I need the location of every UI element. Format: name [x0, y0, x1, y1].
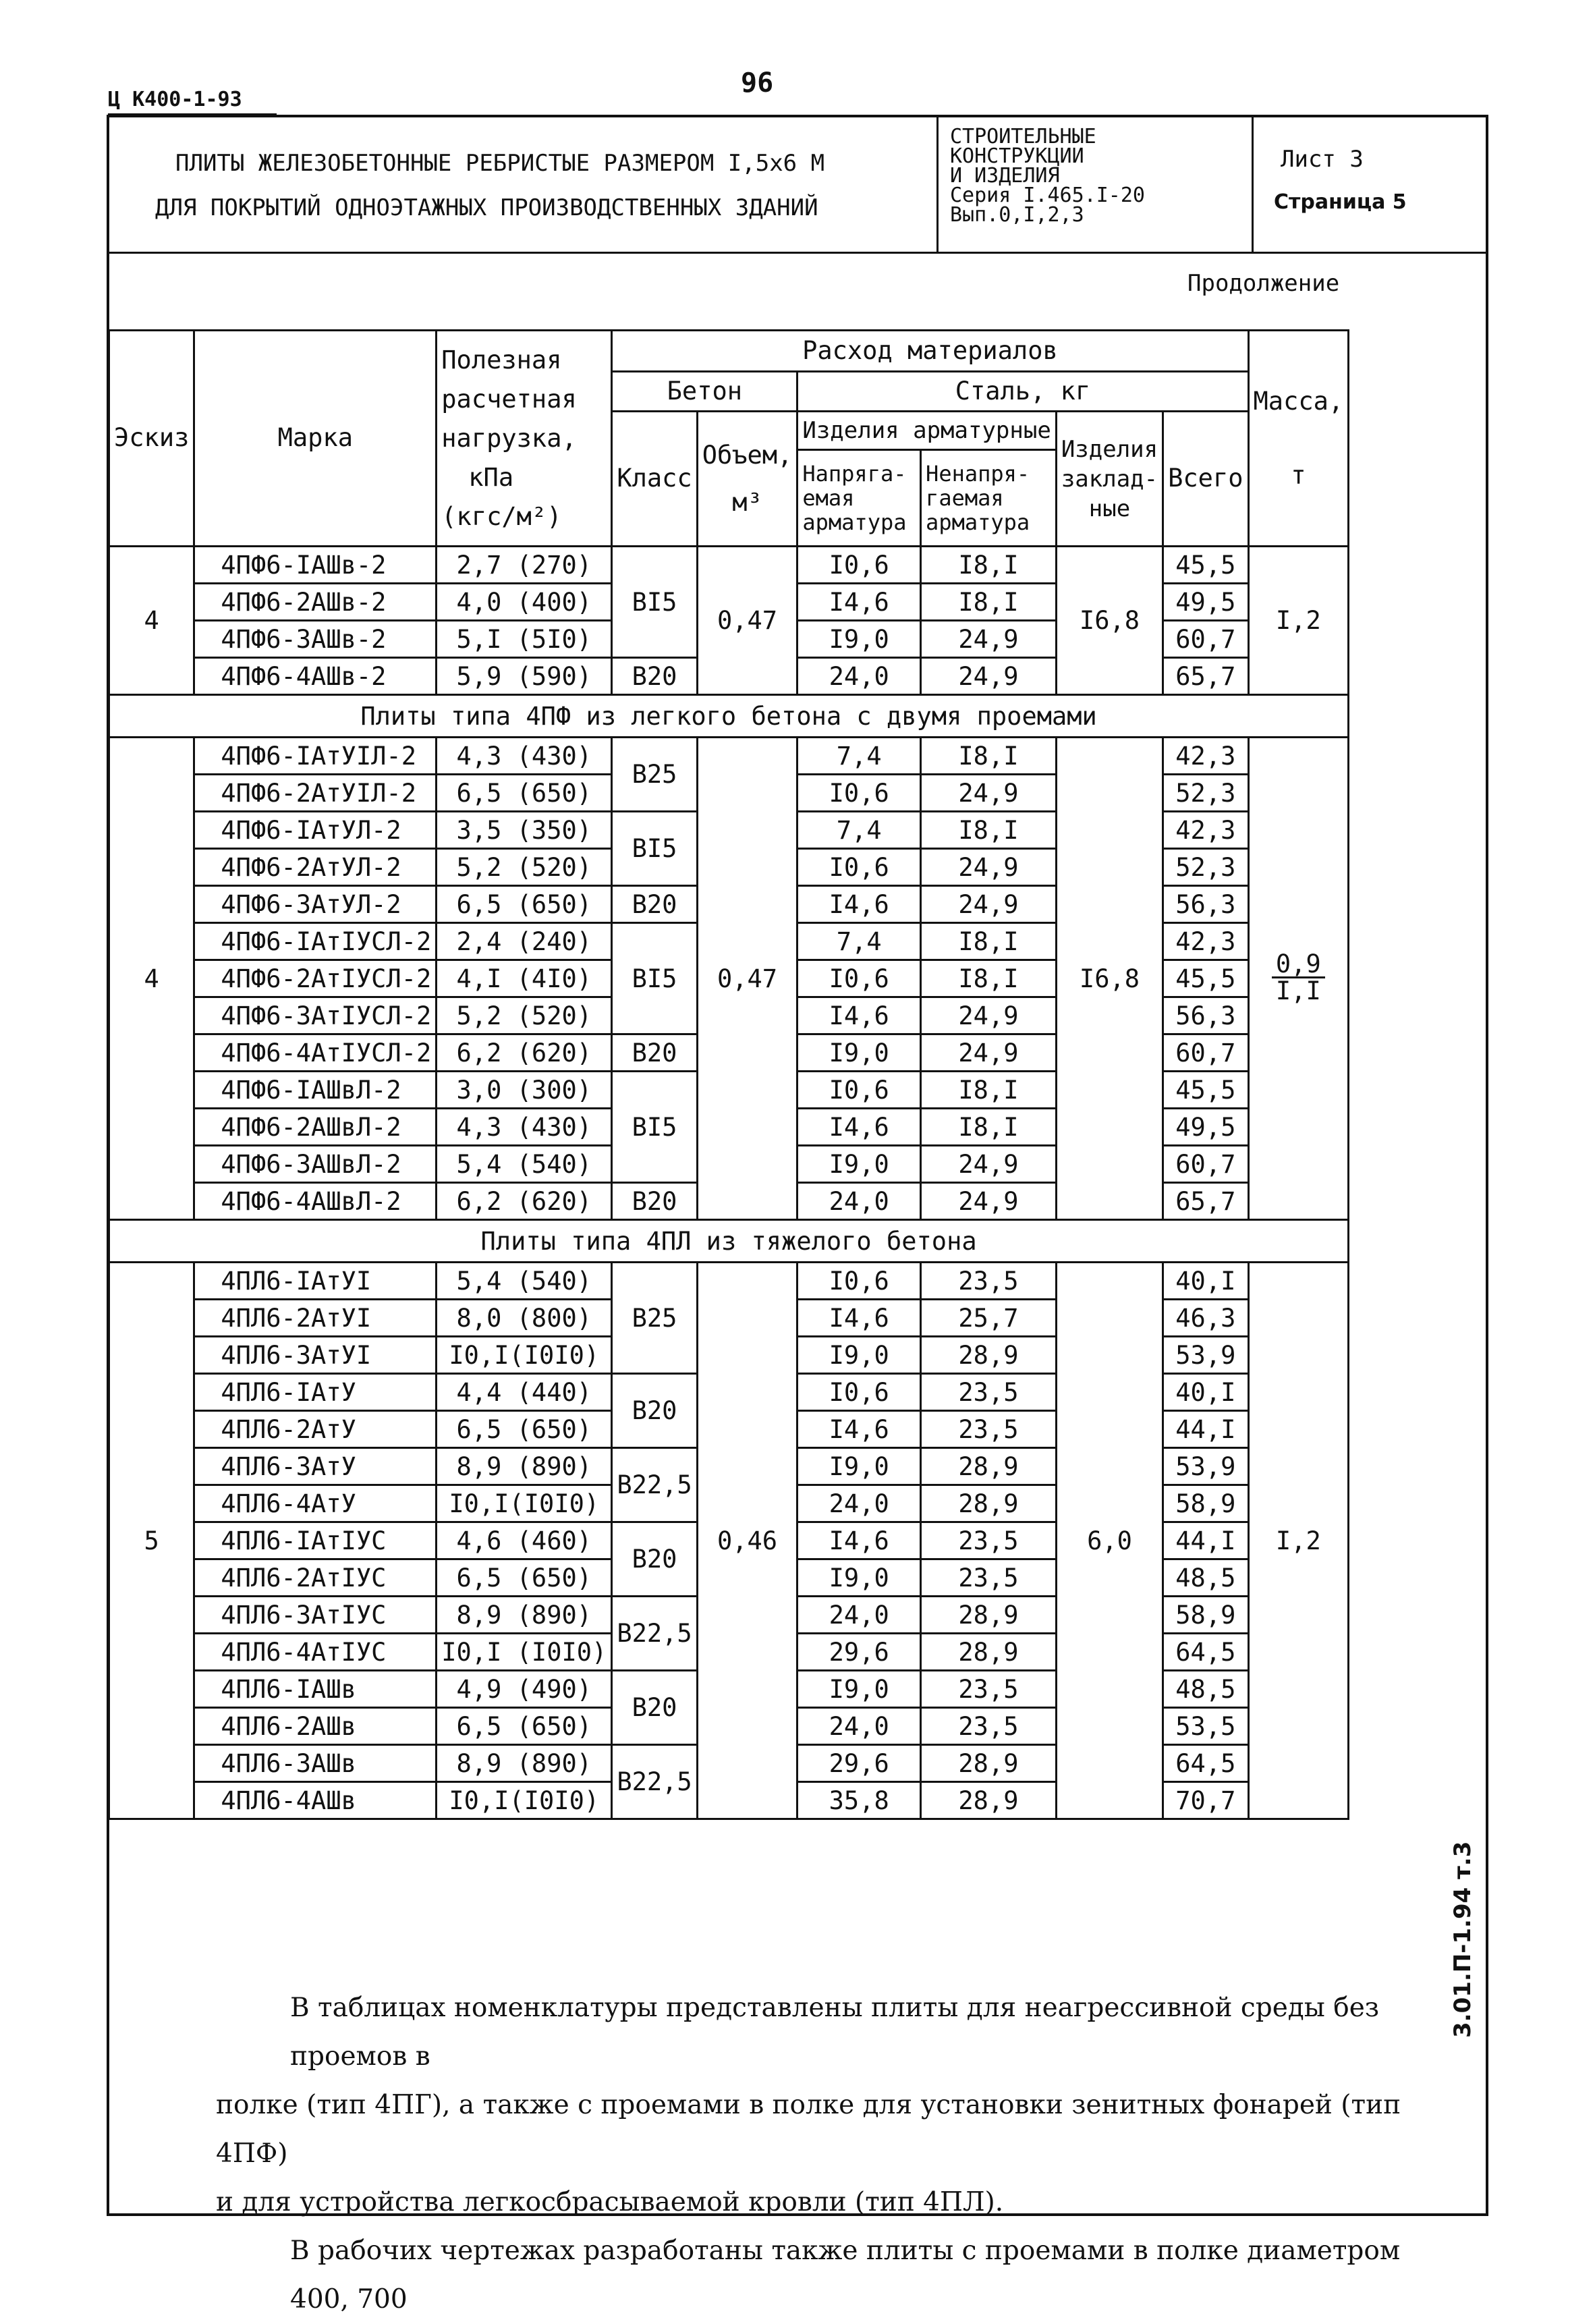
total-cell: 45,5 [1163, 547, 1248, 584]
nonprestressed-cell: 23,5 [921, 1263, 1057, 1300]
mark-cell: 4ПЛ6-3АШв [194, 1745, 437, 1782]
page-number: 96 [741, 67, 774, 99]
table-row [109, 1263, 1349, 1300]
total-cell: 48,5 [1163, 1559, 1248, 1597]
prestressed-cell: I4,6 [798, 584, 921, 621]
class-cell: BI5 [612, 1072, 697, 1183]
total-cell: 48,5 [1163, 1671, 1248, 1708]
total-cell: 40,I [1163, 1374, 1248, 1411]
mark-cell: 4ПЛ6-3АтIУС [194, 1597, 437, 1634]
load-cell: 4,6 (460) [437, 1522, 612, 1559]
nonprestressed-cell: 28,9 [921, 1337, 1057, 1374]
total-cell: 53,5 [1163, 1708, 1248, 1745]
prestressed-cell: I9,0 [798, 1559, 921, 1597]
mark-cell: 4ПФ6-IАтУIЛ-2 [194, 738, 437, 775]
header-mass: Масса, т [1248, 331, 1349, 547]
nonprestressed-cell: 23,5 [921, 1411, 1057, 1448]
note-line-2: полке (тип 4ПГ), а также с проемами в полке для установки зенитных фонарей (тип 4ПФ) [216, 2090, 1401, 2169]
prestressed-cell: I9,0 [798, 1671, 921, 1708]
mark-cell: 4ПФ6-2АШв-2 [194, 584, 437, 621]
nonprestressed-cell: 23,5 [921, 1522, 1057, 1559]
header-volume: Объем, м³ [697, 412, 798, 547]
title-divider-2 [1252, 115, 1254, 253]
class-cell: BI5 [612, 547, 697, 658]
total-cell: 60,7 [1163, 1034, 1248, 1072]
prestressed-cell: I9,0 [798, 1034, 921, 1072]
nonprestressed-cell: I8,I [921, 584, 1057, 621]
nonprestressed-cell: 28,9 [921, 1745, 1057, 1782]
note-line-3: и для устройства легкосбрасываемой кровли (тип 4ПЛ). [216, 2187, 1004, 2217]
class-cell: B20 [612, 658, 697, 695]
total-cell: 40,I [1163, 1263, 1248, 1300]
header-mark: Марка [194, 331, 437, 547]
prestressed-cell: 24,0 [798, 1485, 921, 1522]
load-cell: 8,9 (890) [437, 1745, 612, 1782]
load-cell: 3,0 (300) [437, 1072, 612, 1109]
total-cell: 45,5 [1163, 960, 1248, 997]
mark-cell: 4ПЛ6-3АтУI [194, 1337, 437, 1374]
load-cell: 4,4 (440) [437, 1374, 612, 1411]
mark-cell: 4ПФ6-IАШв-2 [194, 547, 437, 584]
prestressed-cell: 7,4 [798, 812, 921, 849]
prestressed-cell: 35,8 [798, 1782, 921, 1819]
mark-cell: 4ПЛ6-2АтУI [194, 1300, 437, 1337]
prestressed-cell: I9,0 [798, 621, 921, 658]
mark-cell: 4ПЛ6-4АШв [194, 1782, 437, 1819]
nonprestressed-cell: 23,5 [921, 1671, 1057, 1708]
prestressed-cell: I0,6 [798, 1263, 921, 1300]
explanatory-note [216, 1984, 1424, 2324]
section-title-4pf: Плиты типа 4ПФ из легкого бетона с двумя проемами [109, 695, 1349, 738]
total-cell: 49,5 [1163, 584, 1248, 621]
embedded-cell: 6,0 [1056, 1263, 1163, 1819]
prestressed-cell: I4,6 [798, 1300, 921, 1337]
prestressed-cell: I4,6 [798, 1522, 921, 1559]
nonprestressed-cell: I8,I [921, 812, 1057, 849]
load-cell: 8,0 (800) [437, 1300, 612, 1337]
class-cell: B20 [612, 1034, 697, 1072]
class-cell: B25 [612, 1263, 697, 1374]
volume-cell: 0,47 [697, 738, 798, 1220]
prestressed-cell: I4,6 [798, 997, 921, 1034]
mark-cell: 4ПФ6-IАтIУСЛ-2 [194, 923, 437, 960]
load-cell: I0,I (I0I0) [437, 1634, 612, 1671]
load-cell: 5,2 (520) [437, 997, 612, 1034]
mark-cell: 4ПЛ6-IАтУI [194, 1263, 437, 1300]
prestressed-cell: 24,0 [798, 1597, 921, 1634]
load-cell: 4,I (4I0) [437, 960, 612, 997]
nonprestressed-cell: 24,9 [921, 1183, 1057, 1220]
mark-cell: 4ПФ6-IАШвЛ-2 [194, 1072, 437, 1109]
nonprestressed-cell: 28,9 [921, 1782, 1057, 1819]
note-line-1: В таблицах номенклатуры представлены плиты для неагрессивной среды без проемов в [290, 1993, 1380, 2072]
total-cell: 56,3 [1163, 997, 1248, 1034]
load-cell: 2,4 (240) [437, 923, 612, 960]
prestressed-cell: I0,6 [798, 960, 921, 997]
document-code: Ц К400-1-93 [108, 88, 242, 111]
mark-cell: 4ПФ6-4АШвЛ-2 [194, 1183, 437, 1220]
mark-cell: 4ПЛ6-2АтIУС [194, 1559, 437, 1597]
load-cell: 8,9 (890) [437, 1597, 612, 1634]
class-cell: B22,5 [612, 1597, 697, 1671]
side-stamp: 3.01.П-1.94 т.3 [1449, 1841, 1476, 2038]
sketch-cell: 4 [109, 547, 194, 695]
prestressed-cell: 7,4 [798, 923, 921, 960]
mark-cell: 4ПЛ6-2АШв [194, 1708, 437, 1745]
total-cell: 53,9 [1163, 1337, 1248, 1374]
title-line-2: ДЛЯ ПОКРЫТИЙ ОДНОЭТАЖНЫХ ПРОИЗВОДСТВЕННЫХ ЗДАНИЙ [155, 194, 818, 221]
mass-cell: I,2 [1248, 1263, 1349, 1819]
nonprestressed-cell: 24,9 [921, 849, 1057, 886]
prestressed-cell: 24,0 [798, 1183, 921, 1220]
header-sketch: Эскиз [109, 331, 194, 547]
load-cell: I0,I(I0I0) [437, 1782, 612, 1819]
nonprestressed-cell: 28,9 [921, 1485, 1057, 1522]
load-cell: 6,5 (650) [437, 1708, 612, 1745]
volume-cell: 0,47 [697, 547, 798, 695]
total-cell: 42,3 [1163, 923, 1248, 960]
continuation-label: Продолжение [1187, 270, 1340, 297]
table-row [109, 738, 1349, 775]
nonprestressed-cell: 24,9 [921, 1034, 1057, 1072]
load-cell: 5,2 (520) [437, 849, 612, 886]
header-load: Полезная расчетная нагрузка, кПа (кгс/м²) [437, 331, 612, 547]
nonprestressed-cell: I8,I [921, 923, 1057, 960]
load-cell: 6,2 (620) [437, 1034, 612, 1072]
load-cell: 5,4 (540) [437, 1146, 612, 1183]
mark-cell: 4ПФ6-3АШвЛ-2 [194, 1146, 437, 1183]
mass-cell: $\frac{0,9}{I,I}$ [1248, 738, 1349, 1220]
load-cell: 6,5 (650) [437, 1411, 612, 1448]
prestressed-cell: 24,0 [798, 658, 921, 695]
mark-cell: 4ПЛ6-IАтУ [194, 1374, 437, 1411]
nonprestressed-cell: I8,I [921, 738, 1057, 775]
prestressed-cell: I9,0 [798, 1448, 921, 1485]
sheet-label: Лист 3 [1281, 146, 1364, 173]
total-cell: 64,5 [1163, 1634, 1248, 1671]
mark-cell: 4ПФ6-3АШв-2 [194, 621, 437, 658]
prestressed-cell: I0,6 [798, 775, 921, 812]
header-concrete: Бетон [612, 372, 798, 412]
embedded-cell: I6,8 [1056, 547, 1163, 695]
mark-cell: 4ПФ6-4АШв-2 [194, 658, 437, 695]
mark-cell: 4ПЛ6-IАтIУС [194, 1522, 437, 1559]
total-cell: 65,7 [1163, 658, 1248, 695]
header-embedded: Изделия заклад- ные [1056, 412, 1163, 547]
nonprestressed-cell: I8,I [921, 1109, 1057, 1146]
header-class: Класс [612, 412, 697, 547]
prestressed-cell: I4,6 [798, 1109, 921, 1146]
total-cell: 70,7 [1163, 1782, 1248, 1819]
load-cell: 4,9 (490) [437, 1671, 612, 1708]
nonprestressed-cell: I8,I [921, 547, 1057, 584]
mass-cell: I,2 [1248, 547, 1349, 695]
sketch-cell: 4 [109, 738, 194, 1220]
mark-cell: 4ПФ6-3АтУЛ-2 [194, 886, 437, 923]
nonprestressed-cell: 24,9 [921, 658, 1057, 695]
prestressed-cell: I0,6 [798, 1374, 921, 1411]
nonprestressed-cell: 24,9 [921, 1146, 1057, 1183]
load-cell: 6,5 (650) [437, 775, 612, 812]
mark-cell: 4ПФ6-2АтУЛ-2 [194, 849, 437, 886]
header-total: Всего [1163, 412, 1248, 547]
mark-cell: 4ПЛ6-IАШв [194, 1671, 437, 1708]
load-cell: 5,I (5I0) [437, 621, 612, 658]
mark-cell: 4ПЛ6-3АтУ [194, 1448, 437, 1485]
nonprestressed-cell: 28,9 [921, 1634, 1057, 1671]
total-cell: 53,9 [1163, 1448, 1248, 1485]
nonprestressed-cell: 25,7 [921, 1300, 1057, 1337]
section-title-4pl: Плиты типа 4ПЛ из тяжелого бетона [109, 1220, 1349, 1263]
class-cell: B20 [612, 1374, 697, 1448]
total-cell: 42,3 [1163, 812, 1248, 849]
total-cell: 49,5 [1163, 1109, 1248, 1146]
load-cell: 6,5 (650) [437, 886, 612, 923]
total-cell: 46,3 [1163, 1300, 1248, 1337]
load-cell: 4,3 (430) [437, 738, 612, 775]
prestressed-cell: 29,6 [798, 1745, 921, 1782]
class-cell: BI5 [612, 923, 697, 1034]
load-cell: I0,I(I0I0) [437, 1337, 612, 1374]
page-label: Страница 5 [1274, 190, 1407, 214]
nonprestressed-cell: 23,5 [921, 1708, 1057, 1745]
embedded-cell: I6,8 [1056, 738, 1163, 1220]
total-cell: 44,I [1163, 1411, 1248, 1448]
table-row [109, 547, 1349, 584]
load-cell: 3,5 (350) [437, 812, 612, 849]
mark-cell: 4ПФ6-IАтУЛ-2 [194, 812, 437, 849]
note-line-4: В рабочих чертежах разработаны также плиты с проемами в полке диаметром 400, 700 [290, 2236, 1401, 2315]
nonprestressed-cell: 23,5 [921, 1374, 1057, 1411]
mark-cell: 4ПФ6-4АтIУСЛ-2 [194, 1034, 437, 1072]
load-cell: I0,I(I0I0) [437, 1485, 612, 1522]
load-cell: 6,5 (650) [437, 1559, 612, 1597]
prestressed-cell: 24,0 [798, 1708, 921, 1745]
nonprestressed-cell: 28,9 [921, 1597, 1057, 1634]
title-divider-1 [936, 115, 939, 253]
prestressed-cell: I9,0 [798, 1337, 921, 1374]
nonprestressed-cell: 24,9 [921, 997, 1057, 1034]
nonprestressed-cell: I8,I [921, 960, 1057, 997]
class-cell: B20 [612, 1522, 697, 1597]
class-cell: BI5 [612, 812, 697, 886]
total-cell: 58,9 [1163, 1485, 1248, 1522]
load-cell: 5,4 (540) [437, 1263, 612, 1300]
total-cell: 42,3 [1163, 738, 1248, 775]
header-nonprestressed: Ненапря- гаемая арматура [921, 450, 1057, 547]
mark-cell: 4ПФ6-3АтIУСЛ-2 [194, 997, 437, 1034]
total-cell: 52,3 [1163, 849, 1248, 886]
total-cell: 60,7 [1163, 1146, 1248, 1183]
class-cell: B20 [612, 886, 697, 923]
nonprestressed-cell: I8,I [921, 1072, 1057, 1109]
class-cell: B22,5 [612, 1448, 697, 1522]
nomenclature-table [108, 329, 1349, 1820]
class-cell: B25 [612, 738, 697, 812]
class-cell: B20 [612, 1671, 697, 1745]
nonprestressed-cell: 23,5 [921, 1559, 1057, 1597]
series-block: СТРОИТЕЛЬНЫЕ КОНСТРУКЦИИ И ИЗДЕЛИЯ Серия I.465.I-20 Вып.0,I,2,3 [950, 125, 1145, 227]
prestressed-cell: I0,6 [798, 1072, 921, 1109]
total-cell: 44,I [1163, 1522, 1248, 1559]
total-cell: 52,3 [1163, 775, 1248, 812]
mark-cell: 4ПЛ6-2АтУ [194, 1411, 437, 1448]
total-cell: 65,7 [1163, 1183, 1248, 1220]
volume-cell: 0,46 [697, 1263, 798, 1819]
load-cell: 2,7 (270) [437, 547, 612, 584]
mark-cell: 4ПЛ6-4АтУ [194, 1485, 437, 1522]
title-line-1: ПЛИТЫ ЖЕЛЕЗОБЕТОННЫЕ РЕБРИСТЫЕ РАЗМЕРОМ I,5х6 М [175, 150, 825, 177]
total-cell: 64,5 [1163, 1745, 1248, 1782]
prestressed-cell: I9,0 [798, 1146, 921, 1183]
load-cell: 6,2 (620) [437, 1183, 612, 1220]
load-cell: 5,9 (590) [437, 658, 612, 695]
prestressed-cell: I4,6 [798, 1411, 921, 1448]
nonprestressed-cell: 28,9 [921, 1448, 1057, 1485]
nonprestressed-cell: 24,9 [921, 621, 1057, 658]
prestressed-cell: 29,6 [798, 1634, 921, 1671]
header-prestressed: Напряга- емая арматура [798, 450, 921, 547]
load-cell: 4,3 (430) [437, 1109, 612, 1146]
prestressed-cell: I0,6 [798, 547, 921, 584]
class-cell: B22,5 [612, 1745, 697, 1819]
total-cell: 58,9 [1163, 1597, 1248, 1634]
nonprestressed-cell: 24,9 [921, 886, 1057, 923]
mark-cell: 4ПФ6-2АтIУСЛ-2 [194, 960, 437, 997]
total-cell: 60,7 [1163, 621, 1248, 658]
mark-cell: 4ПЛ6-4АтIУС [194, 1634, 437, 1671]
load-cell: 8,9 (890) [437, 1448, 612, 1485]
header-reinforcement: Изделия арматурные [798, 412, 1056, 450]
prestressed-cell: 7,4 [798, 738, 921, 775]
load-cell: 4,0 (400) [437, 584, 612, 621]
mark-cell: 4ПФ6-2АШвЛ-2 [194, 1109, 437, 1146]
prestressed-cell: I0,6 [798, 849, 921, 886]
sketch-cell: 5 [109, 1263, 194, 1819]
nonprestressed-cell: 24,9 [921, 775, 1057, 812]
header-materials: Расход материалов [612, 331, 1248, 372]
total-cell: 56,3 [1163, 886, 1248, 923]
title-bottom-line [107, 252, 1488, 254]
total-cell: 45,5 [1163, 1072, 1248, 1109]
mark-cell: 4ПФ6-2АтУIЛ-2 [194, 775, 437, 812]
header-steel: Сталь, кг [798, 372, 1248, 412]
prestressed-cell: I4,6 [798, 886, 921, 923]
class-cell: B20 [612, 1183, 697, 1220]
